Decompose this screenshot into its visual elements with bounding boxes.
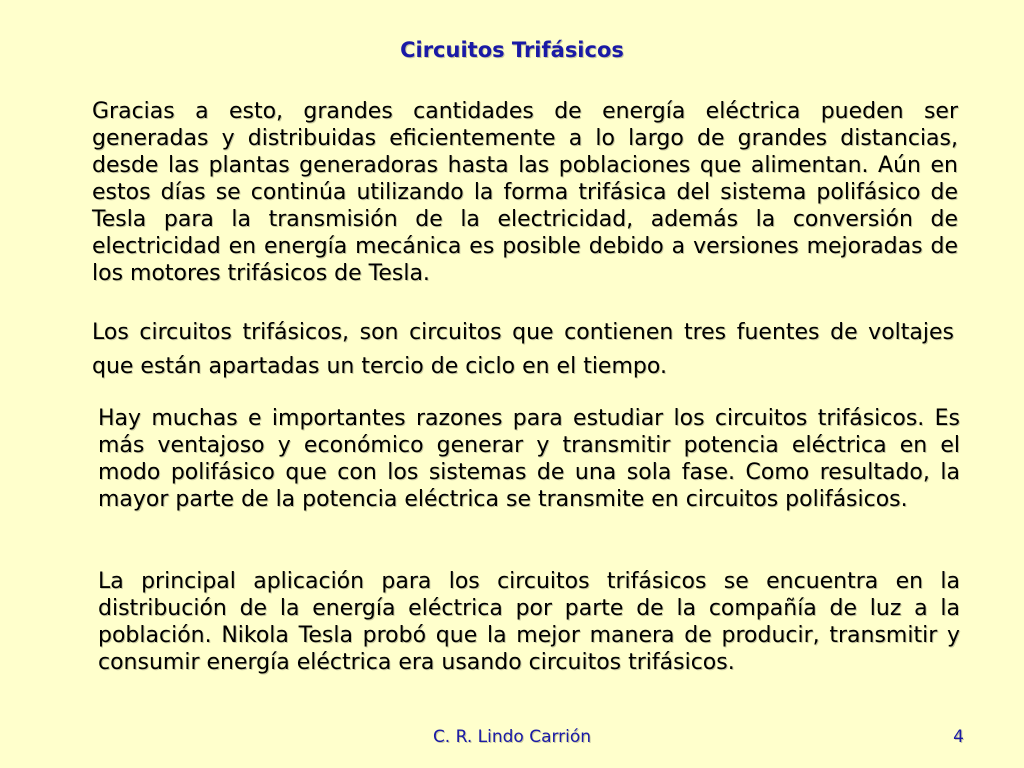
paragraph-reasons: Hay muchas e importantes razones para estudiar los circuitos trifásicos. Es más ventajoso y económico generar y transmitir potencia eléctrica en el modo polifásico que con los sistemas de una sola fase. Como resultado, la mayor parte de la potencia eléctrica se transmite en circuitos polifásicos. bbox=[98, 406, 960, 512]
paragraph-tesla-distribution: Gracias a esto, grandes cantidades de energía eléctrica pueden ser generadas y distribuidas eficientemente a lo largo de grandes distancias, desde las plantas generadoras hasta las poblaciones que alimentan. Aún en estos días se continúa utilizando la forma trifásica del sistema polifásico de Tesla para la transmisión de la electricidad, además la conversión de electricidad en energía mecánica es posible debido a versiones mejoradas de los motores trifásicos de Tesla. bbox=[92, 99, 958, 286]
page-number: 4 bbox=[953, 727, 964, 747]
footer-author: C. R. Lindo Carrión bbox=[432, 727, 592, 747]
paragraph-definition: Los circuitos trifásicos, son circuitos que contienen tres fuentes de voltajes que están apartadas un tercio de ciclo en el tiempo. bbox=[92, 320, 954, 379]
slide-title: Circuitos Trifásicos bbox=[400, 38, 624, 62]
paragraph-application: La principal aplicación para los circuitos trifásicos se encuentra en la distribución de la energía eléctrica por parte de la compañía de luz a la población. Nikola Tesla probó que la mejor manera de producir, transmitir y consumir energía eléctrica era usando circuitos trifásicos. bbox=[98, 569, 960, 675]
